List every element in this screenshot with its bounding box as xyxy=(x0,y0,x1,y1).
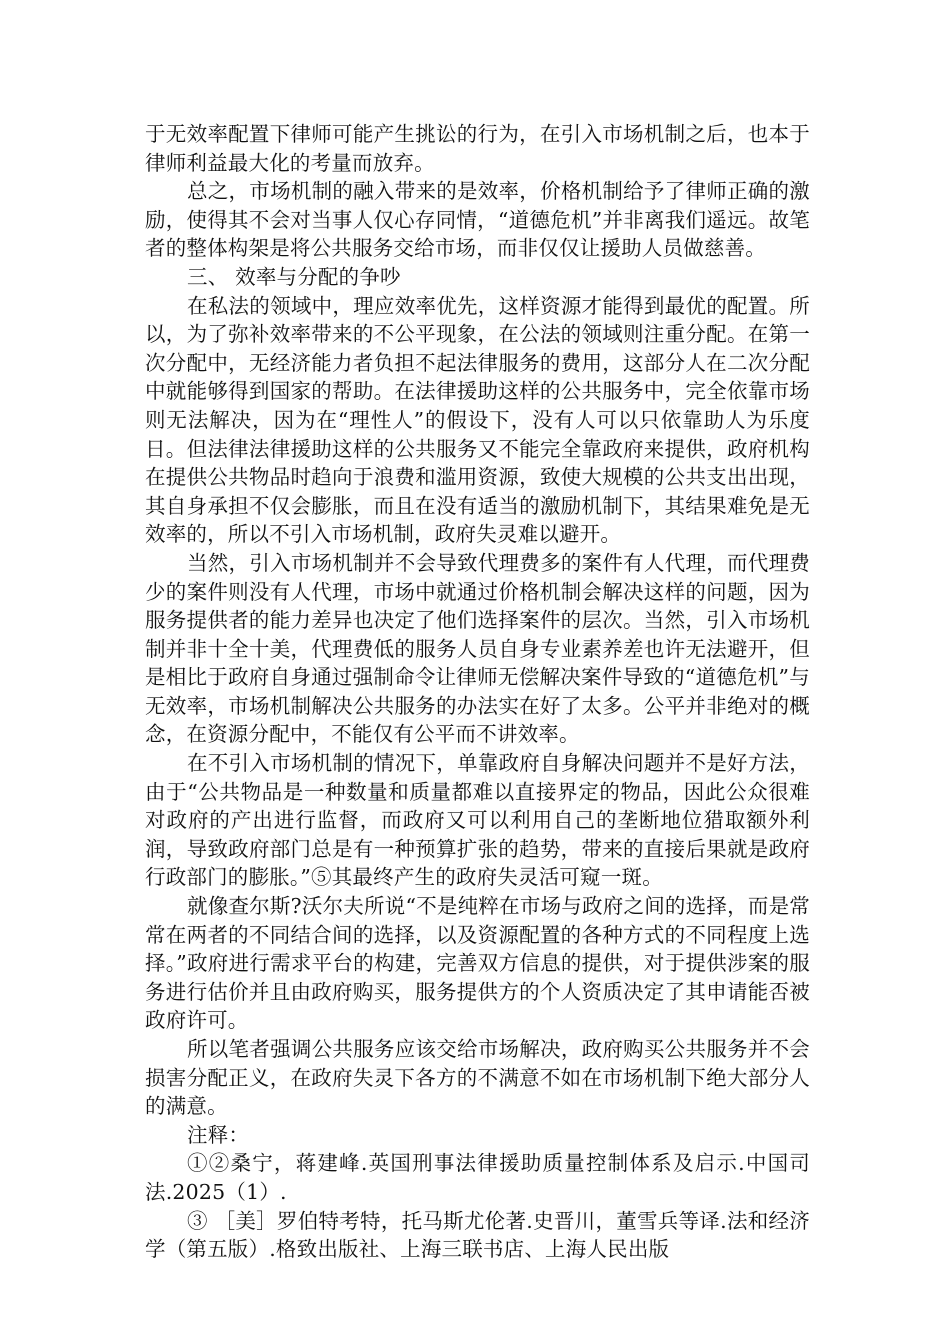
notes-label: 注释： xyxy=(187,1122,250,1147)
paragraph-market-mechanism: 当然，引入市场机制并不会导致代理费多的案件有人代理，而代理费少的案件则没有人代理，市场中就通过价格机制会解决这样的问题，因为服务提供者的能力差异也决定了他们选择案件的层次。当然，引入市场机制并非十全十美，代理费低的服务人员自身专业素养差也许无法避开，但是相比于政府自身通过强制命令让律师无偿解决案件导致的“道德危机”与无效率，市场机制解决公共服务的办法实在好了太多。公平并非绝对的概念，在资源分配中，不能仅有公平而不讲效率。 xyxy=(145,550,810,747)
paragraph-conclusion: 所以笔者强调公共服务应该交给市场解决，政府购买公共服务并不会损害分配正义，在政府失灵下各方的不满意不如在市场机制下绝大部分人的满意。 xyxy=(145,1037,810,1119)
paragraph-summary: 总之，市场机制的融入带来的是效率，价格机制给予了律师正确的激励，使得其不会对当事人仅心存同情，“道德危机”并非离我们遥远。故笔者的整体构架是将公共服务交给市场，而非仅仅让援助人员做慈善。 xyxy=(145,179,810,261)
paragraph-continuation: 于无效率配置下律师可能产生挑讼的行为，在引入市场机制之后，也本于律师利益最大化的考量而放弃。 xyxy=(145,122,810,175)
paragraph-private-law: 在私法的领域中，理应效率优先，这样资源才能得到最优的配置。所以，为了弥补效率带来的不公平现象，在公法的领域则注重分配。在第一次分配中，无经济能力者负担不起法律服务的费用，这部分人在二次分配中就能够得到国家的帮助。在法律援助这样的公共服务中，完全依靠市场则无法解决，因为在“理性人”的假设下，没有人可以只依靠助人为乐度日。但法律法律援助这样的公共服务又不能完全靠政府来提供，政府机构在提供公共物品时趋向于浪费和滥用资源，致使大规模的公共支出出现，其自身承担不仅会膨胀，而且在没有适当的激励机制下，其结果难免是无效率的，所以不引入市场机制，政府失灵难以避开。 xyxy=(145,293,810,547)
note-item: ①②桑宁，蒋建峰.英国刑事法律援助质量控制体系及启示.中国司法.2025（1）. xyxy=(145,1151,810,1204)
paragraph-government-failure: 在不引入市场机制的情况下，单靠政府自身解决问题并不是好方法，由于“公共物品是一种数量和质量都难以直接界定的物品，因此公众很难对政府的产出进行监督，而政府又可以利用自己的垄断地位猎取额外利润，导致政府部门总是有一种预算扩张的趋势，带来的直接后果就是政府行政部门的膨胀。”⑤其最终产生的政府失灵活可窥一斑。 xyxy=(145,751,810,890)
section-heading: 三、 效率与分配的争吵 xyxy=(187,264,401,289)
paragraph-wolf-quote: 就像查尔斯?沃尔夫所说“不是纯粹在市场与政府之间的选择，而是常常在两者的不同结合间的选择，以及资源配置的各种方式的不同程度上选择。”政府进行需求平台的构建，完善双方信息的提供，对于提供涉案的服务进行估价并且由政府购买，服务提供方的个人资质决定了其申请能否被政府许可。 xyxy=(145,894,810,1033)
note-item: ③ ［美］罗伯特考特，托马斯尤伦著.史晋川，董雪兵等译.法和经济学（第五版）.格致出版社、上海三联书店、上海人民出版 xyxy=(145,1208,810,1262)
document-body xyxy=(145,120,810,1264)
